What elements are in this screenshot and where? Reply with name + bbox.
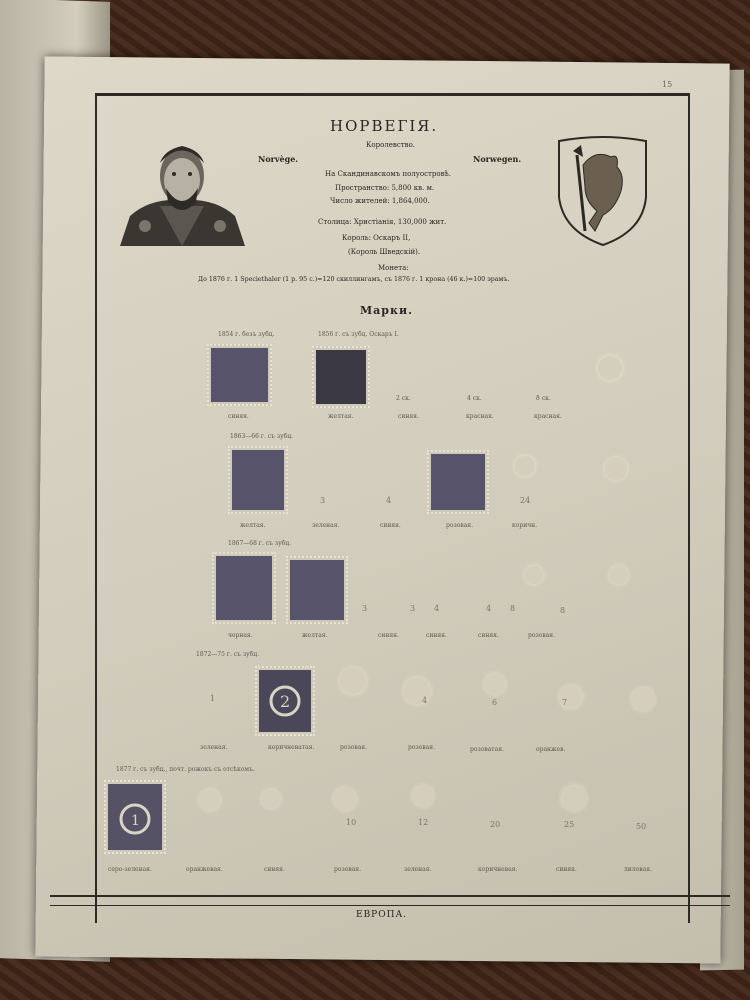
stamps-heading: Марки.	[360, 304, 413, 317]
row5-label: 1877 г. съ зубц., почт. рожокъ съ отсѣкомъ.	[116, 766, 255, 773]
name-german: Norwegen.	[473, 154, 522, 164]
info-capital: Столица: Христіанія, 130,000 жит.	[318, 218, 447, 226]
row3-color-3: синяя.	[378, 632, 399, 639]
row2-color-4: розовая.	[446, 522, 473, 529]
row3-value-3: 4	[434, 604, 440, 613]
coin-text: До 1876 г. 1 Speciethaler (1 р. 95 с.)=120 скиллингамъ, съ 1876 г. 1 крона (46 к.)=100 эрамъ.	[198, 276, 510, 283]
hinge-mark	[562, 786, 586, 810]
hinge-mark	[200, 790, 220, 810]
row3-value-5: 8	[510, 604, 516, 613]
row3-value-6: 8	[560, 606, 566, 615]
row4-value-1: 1	[210, 694, 216, 703]
name-french: Norvège.	[258, 154, 299, 164]
row1-color-5: красная.	[534, 413, 562, 420]
frame-right-rule	[688, 93, 690, 923]
frame-left-rule	[95, 93, 97, 923]
row5-color-3: синяя.	[264, 866, 285, 873]
hinge-mark	[413, 786, 433, 806]
row3-color-4: синяя.	[426, 632, 447, 639]
row4-value-2: 4	[422, 696, 428, 705]
row2-color-1: желтая.	[240, 522, 266, 529]
row2-color-5: коричн.	[512, 522, 538, 529]
hinge-mark	[605, 458, 627, 480]
coat-of-arms-emblem	[555, 135, 650, 247]
row2-label: 1863—66 г. съ зубц.	[230, 433, 294, 440]
row4-value-3: 6	[492, 698, 498, 707]
row1-color-3: синяя.	[398, 413, 419, 420]
hinge-mark	[525, 566, 543, 584]
row5-color-5: зеленая.	[404, 866, 432, 873]
stamp-1867-2[interactable]	[286, 556, 348, 624]
row3-color-6: розовая.	[528, 632, 555, 639]
country-subtitle: Королевство.	[366, 141, 416, 149]
row5-value-3: 20	[490, 820, 501, 829]
row2-color-2: зеленая.	[312, 522, 340, 529]
row4-label: 1872—75 г. съ зубц.	[196, 651, 260, 658]
row5-value-4: 25	[564, 820, 575, 829]
row5-color-8: лиловая.	[624, 866, 652, 873]
row3-color-2: желтая.	[302, 632, 328, 639]
row2-color-3: синяя.	[380, 522, 401, 529]
info-king-note: (Король Шведскій).	[348, 248, 421, 256]
hinge-mark	[485, 674, 505, 694]
info-location: На Скандинавскомъ полуостровѣ.	[325, 170, 451, 178]
stamp-1863-1[interactable]	[228, 446, 288, 514]
stamp-1854[interactable]	[207, 344, 272, 406]
info-area: Пространство: 5,800 кв. м.	[335, 184, 435, 192]
hinge-mark	[340, 668, 366, 694]
row4-color-6: коричневатая.	[268, 744, 315, 751]
frame-top-rule	[95, 93, 690, 96]
row5-color-1: серо-зеленая.	[108, 866, 152, 873]
row2-value-1: 3	[320, 496, 326, 505]
row5-value-5: 50	[636, 822, 647, 831]
row4-value-4: 7	[562, 698, 568, 707]
row2-value-3: 24	[520, 496, 531, 505]
row1-value-3: 8 ск.	[536, 395, 551, 402]
row5-color-4: розовая.	[334, 866, 361, 873]
svg-text:1: 1	[131, 813, 140, 829]
row5-color-7: синяя.	[556, 866, 577, 873]
row4-color-3: розовая.	[408, 744, 435, 751]
row2-value-2: 4	[386, 496, 392, 505]
posthorn-icon	[267, 682, 303, 720]
hinge-mark	[334, 788, 356, 810]
row5-value-1: 10	[346, 818, 357, 827]
row3-color-5: синяя.	[478, 632, 499, 639]
posthorn-icon	[117, 800, 153, 838]
coin-heading: Монета:	[378, 264, 409, 272]
hinge-mark	[262, 790, 280, 808]
row5-color-6: коричневая.	[478, 866, 518, 873]
row4-color-4: розоватая.	[470, 746, 504, 753]
row3-label: 1867—68 г. съ зубц.	[228, 540, 292, 547]
row1-value-2: 4 ск.	[467, 395, 482, 402]
row5-color-2: оранжевая.	[186, 866, 223, 873]
row1-label-b: 1856 г. съ зубц. Оскаръ I.	[318, 331, 399, 338]
frame-bottom-rule	[50, 895, 730, 897]
hinge-mark	[610, 566, 628, 584]
country-title: НОРВЕГІЯ.	[330, 117, 439, 135]
hinge-mark	[515, 456, 535, 476]
stamp-1867-1[interactable]	[212, 552, 276, 624]
stamp-1863-2[interactable]	[427, 450, 489, 514]
footer-region: ЕВРОПА.	[356, 910, 408, 920]
page-number: 15	[662, 80, 673, 89]
row3-color-1: черная.	[228, 632, 253, 639]
stamp-1856-oscar[interactable]	[312, 346, 370, 408]
info-king: Король: Оскаръ II,	[342, 234, 411, 242]
king-portrait	[120, 128, 245, 246]
hinge-mark	[598, 356, 622, 380]
row1-label-a: 1854 г. безъ зубц.	[218, 331, 275, 338]
row4-color-2: розовая.	[340, 744, 367, 751]
row4-color-5: оранжев.	[536, 746, 566, 753]
row1-value-1: 2 ск.	[396, 395, 411, 402]
row4-color-1: зеленая.	[200, 744, 228, 751]
hinge-mark	[632, 688, 654, 710]
info-population: Число жителей: 1,864,000.	[330, 197, 430, 205]
frame-bottom-rule-thin	[50, 905, 730, 906]
row3-value-4: 4	[486, 604, 492, 613]
row3-value-1: 3	[362, 604, 368, 613]
row5-value-2: 12	[418, 818, 429, 827]
stamp-1877-posthorn[interactable]	[104, 780, 166, 854]
row3-value-2: 3	[410, 604, 416, 613]
row1-color-1: синяя.	[228, 413, 249, 420]
stamp-1872-posthorn[interactable]	[255, 666, 315, 736]
row1-color-4: красная.	[466, 413, 494, 420]
row1-color-2: желтая.	[328, 413, 354, 420]
svg-text:2: 2	[280, 692, 291, 711]
